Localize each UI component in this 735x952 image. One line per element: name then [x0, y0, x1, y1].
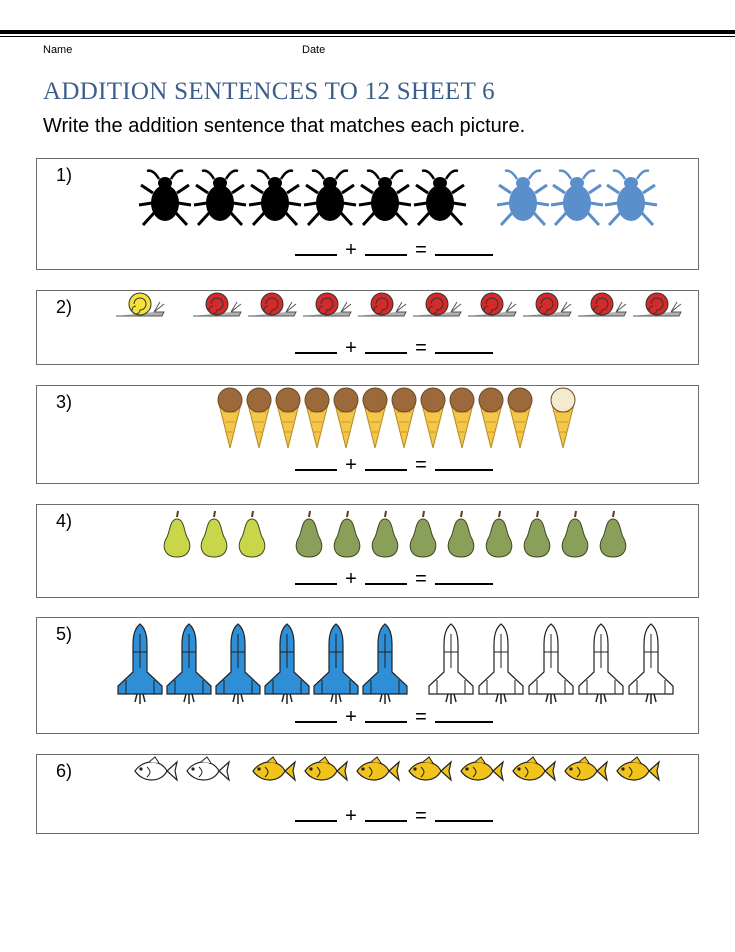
problem-6 [36, 754, 699, 834]
equals-sign: = [415, 337, 427, 359]
ice-cream-cone-icon [551, 388, 575, 448]
pear-icon [239, 511, 265, 557]
addend-2-blank[interactable] [365, 709, 407, 723]
sum-blank[interactable] [435, 242, 493, 256]
fish-icon [513, 757, 555, 780]
addition-sentence [295, 239, 493, 262]
ice-cream-cone-icon [247, 388, 271, 448]
beetle-icon [139, 171, 191, 225]
pear-icon [164, 511, 190, 557]
ice-cream-cone-icon [508, 388, 532, 448]
fish-icon [461, 757, 503, 780]
space-shuttle-icon [118, 624, 162, 704]
ice-cream-cone-icon [334, 388, 358, 448]
pear-icon [334, 511, 360, 557]
snail-icon [248, 293, 296, 316]
plus-sign: + [345, 239, 357, 261]
space-shuttle-icon [579, 624, 623, 704]
space-shuttle-icon [529, 624, 573, 704]
fish-icon [187, 757, 229, 780]
fish-icon [409, 757, 451, 780]
ice-cream-cone-icon [305, 388, 329, 448]
problem-5 [36, 617, 699, 734]
sum-blank[interactable] [435, 340, 493, 354]
snail-icon [193, 293, 241, 316]
header-rule-thin [0, 36, 735, 37]
problem-number: 2) [56, 297, 73, 317]
space-shuttle-icon [216, 624, 260, 704]
beetle-icon [359, 171, 411, 225]
beetle-icon [194, 171, 246, 225]
plus-sign: + [345, 337, 357, 359]
problem-3 [36, 385, 699, 484]
space-shuttle-icon [167, 624, 211, 704]
fish-icon [135, 757, 177, 780]
snail-icon [413, 293, 461, 316]
space-shuttle-icon [314, 624, 358, 704]
equals-sign: = [415, 568, 427, 590]
pear-icon [372, 511, 398, 557]
ice-cream-cone-icon [450, 388, 474, 448]
addition-sentence [295, 568, 493, 591]
sum-blank[interactable] [435, 571, 493, 585]
sum-blank[interactable] [435, 457, 493, 471]
snail-icon [116, 293, 164, 316]
ice-cream-cone-icon [363, 388, 387, 448]
equals-sign: = [415, 239, 427, 261]
sum-blank[interactable] [435, 709, 493, 723]
equals-sign: = [415, 805, 427, 827]
worksheet-title: ADDITION SENTENCES TO 12 SHEET 6 [43, 78, 495, 105]
addition-sentence [295, 805, 493, 828]
space-shuttle-icon [363, 624, 407, 704]
pear-icon [448, 511, 474, 557]
beetle-icon [605, 171, 657, 225]
space-shuttle-icon [479, 624, 523, 704]
fish-icon [253, 757, 295, 780]
date-label: Date [302, 44, 326, 56]
fish-icon [565, 757, 607, 780]
problem-4 [36, 504, 699, 598]
beetle-icon [414, 171, 466, 225]
ice-cream-cone-icon [479, 388, 503, 448]
plus-sign: + [345, 454, 357, 476]
addend-1-blank[interactable] [295, 457, 337, 471]
pear-icon [562, 511, 588, 557]
plus-sign: + [345, 568, 357, 590]
addition-sentence [295, 454, 493, 477]
pear-icon [524, 511, 550, 557]
snail-icon [578, 293, 626, 316]
fish-icon [617, 757, 659, 780]
plus-sign: + [345, 805, 357, 827]
problem-number: 5) [56, 624, 73, 644]
header-rule-thick [0, 30, 735, 34]
addend-1-blank[interactable] [295, 808, 337, 822]
ice-cream-cone-icon [421, 388, 445, 448]
equals-sign: = [415, 454, 427, 476]
beetle-icon [249, 171, 301, 225]
pear-icon [600, 511, 626, 557]
fish-icon [305, 757, 347, 780]
ice-cream-cone-icon [218, 388, 242, 448]
problem-number: 1) [56, 165, 73, 185]
addend-2-blank[interactable] [365, 340, 407, 354]
addend-1-blank[interactable] [295, 571, 337, 585]
addend-2-blank[interactable] [365, 808, 407, 822]
space-shuttle-icon [429, 624, 473, 704]
equals-sign: = [415, 706, 427, 728]
pear-icon [201, 511, 227, 557]
addend-2-blank[interactable] [365, 242, 407, 256]
addend-1-blank[interactable] [295, 340, 337, 354]
addend-2-blank[interactable] [365, 571, 407, 585]
addend-1-blank[interactable] [295, 242, 337, 256]
addition-sentence [295, 706, 493, 729]
problem-number: 6) [56, 761, 73, 781]
beetle-icon [551, 171, 603, 225]
beetle-icon [304, 171, 356, 225]
sum-blank[interactable] [435, 808, 493, 822]
snail-icon [468, 293, 516, 316]
addend-1-blank[interactable] [295, 709, 337, 723]
snail-icon [633, 293, 681, 316]
ice-cream-cone-icon [392, 388, 416, 448]
snail-icon [303, 293, 351, 316]
snail-icon [523, 293, 571, 316]
plus-sign: + [345, 706, 357, 728]
pear-icon [410, 511, 436, 557]
fish-icon [357, 757, 399, 780]
addition-sentence [295, 337, 493, 360]
pear-icon [296, 511, 322, 557]
problem-2 [36, 290, 699, 365]
problem-number: 3) [56, 392, 73, 412]
name-label: Name [43, 44, 73, 56]
problem-1 [36, 158, 699, 270]
beetle-icon [497, 171, 549, 225]
space-shuttle-icon [265, 624, 309, 704]
pear-icon [486, 511, 512, 557]
addend-2-blank[interactable] [365, 457, 407, 471]
snail-icon [358, 293, 406, 316]
instruction-text: Write the addition sentence that matches each picture. [43, 115, 526, 137]
problem-number: 4) [56, 511, 73, 531]
space-shuttle-icon [629, 624, 673, 704]
ice-cream-cone-icon [276, 388, 300, 448]
